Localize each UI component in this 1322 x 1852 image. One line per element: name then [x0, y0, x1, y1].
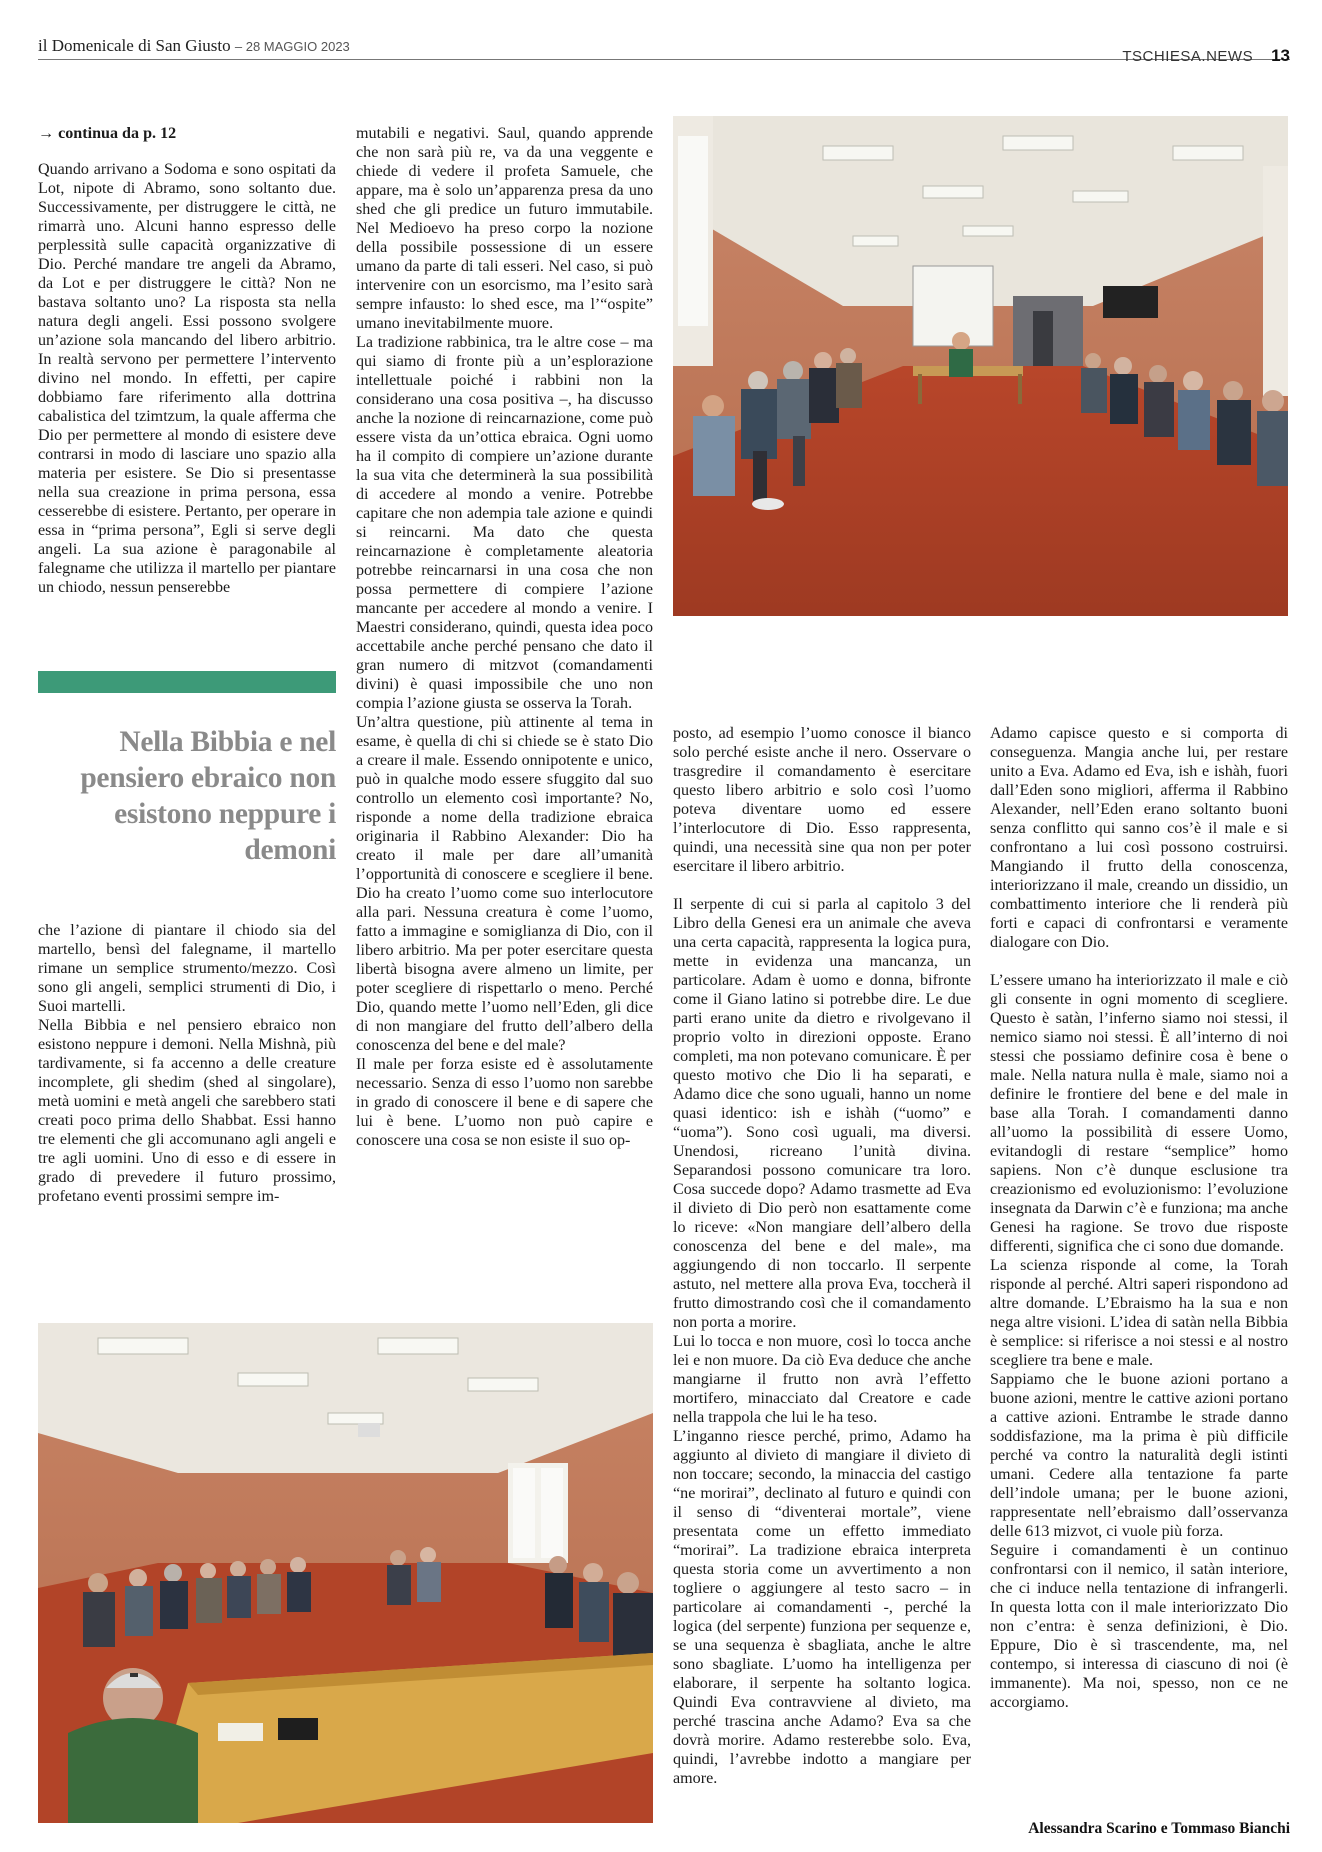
photo-meeting-room-2: [38, 1323, 653, 1823]
paragraph: Lui lo tocca e non muore, così lo tocca anche lei e non muore. Da ciò Eva deduce che anche mangiarne il frutto non avrà l’effetto mortifero, minacciato dal Creatore e cade nella trappola che lui le ha teso.: [673, 1333, 971, 1426]
paragraph: posto, ad esempio l’uomo conosce il bianco solo perché esiste anche il nero. Osservare o trasgredire il comandamento è esercitare questo libero arbitrio e solo così l’uomo poteva diventare uomo ed essere l’interlocutore di Dio. Esso rappresenta, quindi, una necessità sine qua non per poter esercitare il libero arbitrio.: [673, 725, 971, 875]
paragraph: che l’azione di piantare il chiodo sia del martello, bensì del falegname, il martello rimane un semplice strumento/mezzo. Così sono gli angeli, semplici strumenti di Dio, i Suoi martelli.: [38, 922, 336, 1015]
masthead: il Domenicale di San Giusto – 28 MAGGIO 2023: [38, 36, 350, 55]
pullquote: Nella Bibbia e nel pensiero ebraico non esistono neppure i demoni: [80, 726, 336, 866]
column-2: [356, 124, 653, 1150]
column-3: [673, 724, 971, 1788]
paragraph: mutabili e negativi. Saul, quando apprende che non sarà più re, va da una veggente e chiede di vedere il profeta Samuele, che appare, ma è solo un’apparenza presa da uno shed che gli predice un futuro immutabile. Nel Medioevo ha preso corpo la nozione della possibile possessione di un essere umano da parte di tali esseri. Nel caso, si può intervenire con un esorcismo, ma l’esito sarà sempre infausto: lo shed esce, ma l’“ospite” umano inevitabilmente muore.: [356, 125, 653, 332]
header-right: [1122, 46, 1290, 66]
paragraph: Un’altra questione, più attinente al tema in esame, è quella di chi si chiede se è stato Dio a creare il male. Essendo onnipotente e unico, può in qualche modo essere sfuggito dal suo controllo un elemento così importante? No, risponde a nome della tradizione ebraica originaria il Rabbino Alexander: Dio ha creato il male per dare all’umanità l’opportunità di conoscere e scegliere il bene. Dio ha creato l’uomo come suo interlocutore alla pari. Nessuna creatura è come l’uomo, fatto a immagine e somiglianza di Dio, con il libero arbitrio. Ma per poter esercitare questa libertà bisogna avere almeno un limite, per poter scegliere di rispettarlo o meno. Perché Dio, quando mette l’uomo nell’Eden, gli dice di non mangiare del frutto dell’albero della conoscenza del bene e del male?: [356, 714, 653, 1054]
paragraph: Adamo capisce questo e si comporta di conseguenza. Mangia anche lui, per restare unito a Eva. Adamo ed Eva, ish e ishàh, fuori dall’Eden sono migliori, afferma il Rabbino Alexander, nell’Eden erano soltanto buoni senza conflitto qui sanno cos’è il male e si confrontano a lui così possono costruirsi. Mangiando il frutto della conoscenza, interiorizzano il male, creando un dissidio, un combattimento interiore che li renderà più forti e capaci di confrontarsi e veramente dialogare con Dio.: [990, 725, 1288, 951]
paragraph: L’essere umano ha interiorizzato il male e ciò gli consente in ogni momento di scegliere. Questo è satàn, l’inferno siamo noi stessi, il nemico siamo noi stessi. È all’interno di noi stessi che possiamo definire cosa è bene o male. Nella natura nulla è male, siamo noi a definire le frontiere del bene e del male in base alla Torah. I comandamenti danno all’uomo la possibilità di essere Uomo, evitandogli di restare “semplice” homo sapiens. Non c’è dunque esclusione tra creazionismo ed evoluzionismo: l’evoluzione insegnata da Darwin c’è e funziona; ma anche Genesi ha ragione. Se trovo due risposte differenti, significa che ci sono due domande.: [990, 972, 1288, 1255]
paragraph: Nella Bibbia e nel pensiero ebraico non esistono neppure i demoni. Nella Mishnà, più tardivamente, si fa accenno a delle creature incomplete, gli shedim (shed al singolare), metà uomini e metà angeli che sarebbero stati creati poco prima dello Shabbat. Essi hanno tre elementi che gli accomunano agli angeli e tre agli uomini. Uno di esso e di essere in grado di prevedere il futuro prossimo, profetano eventi prossimi sempre im-: [38, 1017, 336, 1205]
paragraph: Seguire i comandamenti è un continuo confrontarsi con il nemico, il satàn interiore, che ci induce nella tentazione di infrangerli. In questa lotta con il male interiorizzato Dio non c’entra: è senza definizioni, è Dio. Eppure, Dio è sì trascendente, ma, nel contempo, si interessa di ciascuno di noi (è immanente). Ma noi, spesso, non ce ne accorgiamo.: [990, 1542, 1288, 1711]
byline: Alessandra Scarino e Tommaso Bianchi: [1028, 1820, 1290, 1837]
column-1-bottom: [38, 921, 336, 1206]
publication-name: il Domenicale di San Giusto: [38, 36, 231, 55]
paragraph: La scienza risponde al come, la Torah risponde al perché. Altri saperi rispondono ad altre domande. L’Ebraismo ha la sua e non nega altre visioni. L’idea di satàn nella Bibbia è semplice: si riferisce a noi stessi e al nostro scegliere tra bene e male.: [990, 1257, 1288, 1369]
column-1-top: [38, 124, 336, 597]
site-name[interactable]: TSCHIESA.NEWS: [1122, 48, 1254, 65]
issue-date: 28 MAGGIO 2023: [245, 39, 350, 54]
paragraph: La tradizione rabbinica, tra le altre cose – ma qui siamo di fronte più a un’esplorazione intellettuale poiché i rabbini non la considerano una cosa positiva –, ha discusso anche la nozione di reincarnazione, come può essere vista da un’ottica ebraica. Ogni uomo ha il compito di compiere un’azione durante la sua vita che determinerà la sua possibilità di accedere al mondo a venire. Potrebbe capitare che non adempia tale azione e quindi si reincarni. Ma dato che questa reincarnazione è completamente aleatoria potrebbe reincarnarsi in una cosa che non possa permettere di compiere l’azione mancante per accedere al mondo a venire. I Maestri considerano, quindi, questa idea poco accettabile anche perché pensano che dato il gran numero di mitzvot (comandamenti divini) è quasi impossibile che uno non compia l’azione giusta se osserva la Torah.: [356, 334, 653, 712]
paragraph: L’inganno riesce perché, primo, Adamo ha aggiunto al divieto di mangiare il divieto di non toccare; secondo, la minaccia del castigo “ne morirai”, declinato al futuro e quindi con il senso di “diventerai mortale”, viene presentata come un effetto immediato “morirai”. La tradizione ebraica interpreta questa storia come un avvertimento a non togliere o aggiungere al testo sacro – in particolare ai comandamenti -, perché la logica (del serpente) funziona per sequenze e, se una sequenza è sbagliata, anche le altre sono sbagliate. L’uomo ha intelligenza per elaborare, il serpente ha soltanto logica. Quindi Eva contravviene al divieto, ma perché trascina anche Adamo? Eva sa che dovrà morire. Adamo resterebbe solo. Eva, quindi, l’avrebbe indotto a mangiare per amore.: [673, 1428, 971, 1787]
paragraph: Sappiamo che le buone azioni portano a buone azioni, mentre le cattive azioni portano a cattive azioni. Entrambe le strade danno soddisfazione, ma la prima è più difficile perché va contro la naturalità degli istinti umani. Cedere alla tentazione fa parte dell’indole umana; per le buone azioni, rappresentate nell’ebraismo dall’osservanza delle 613 mizvot, ci vuole più forza.: [990, 1371, 1288, 1540]
paragraph: Quando arrivano a Sodoma e sono ospitati da Lot, nipote di Abramo, sono soltanto due. Successivamente, per distruggere le città, ne rimarrà uno. Alcuni hanno espresso delle perplessità sulle capacità organizzative di Dio. Perché mandare tre angeli da Abramo, da Lot e per distruggere le città? Non ne bastava soltanto uno? La risposta sta nella natura degli angeli. Essi possono svolgere un’azione sola mancando del libero arbitrio. In realtà servono per permettere l’intervento divino nel mondo. In effetti, per capire dobbiamo fare riferimento alla dottrina cabalistica del tzimtzum, la quale afferma che Dio per permettere al mondo di esistere deve contrarsi in modo di lasciare uno spazio alla materia per esistere. Se Dio si presentasse nella sua creazione in prima persona, essa cesserebbe di esistere. Pertanto, per operare in essa in “prima persona”, Egli si serve degli angeli. La sua azione è paragonabile al falegname che utilizza il martello per piantare un chiodo, nessun penserebbe: [38, 161, 336, 596]
paragraph: Il serpente di cui si parla al capitolo 3 del Libro della Genesi era un animale che aveva una certa capacità, rappresenta la logica pura, mette in evidenza una mancanza, un particolare. Adam è uomo e donna, bifronte come il Giano latino si potrebbe dire. Le due parti erano unite da dietro e rivolgevano il proprio volto in direzioni opposte. Erano completi, ma non potevano comunicare. È per questo motivo che Dio li ha separati, e Adamo dice che sono uguali, hanno un nome quasi identico: ish e ishàh (“uomo” e “uoma”). Sono così uguali, ma diversi. Unendosi, ricreano l’unità divina. Separandosi possono comunicare tra loro. Cosa succede dopo? Adamo trasmette ad Eva il divieto di Dio però non esattamente come lo riceve: «Non mangiare dell’albero della conoscenza del bene e del male», ma aggiungendo di non toccarlo. Il serpente astuto, nel mettere alla prova Eva, toccherà il frutto dimostrando così che il comandamento non porta a morire.: [673, 896, 971, 1331]
paragraph: Il male per forza esiste ed è assolutamente necessario. Senza di esso l’uomo non sarebbe in grado di conoscere il bene e di sapere che lui è bene. L’uomo non può capire e conoscere una cosa se non esiste il suo op-: [356, 1056, 653, 1149]
header-rule: [38, 59, 1290, 60]
page-number: 13: [1271, 46, 1290, 65]
continued-from[interactable]: → continua da p. 12: [38, 125, 177, 142]
photo-meeting-room-1: [673, 116, 1288, 616]
column-4: [990, 724, 1288, 1712]
pullquote-accent-bar: [38, 671, 336, 693]
